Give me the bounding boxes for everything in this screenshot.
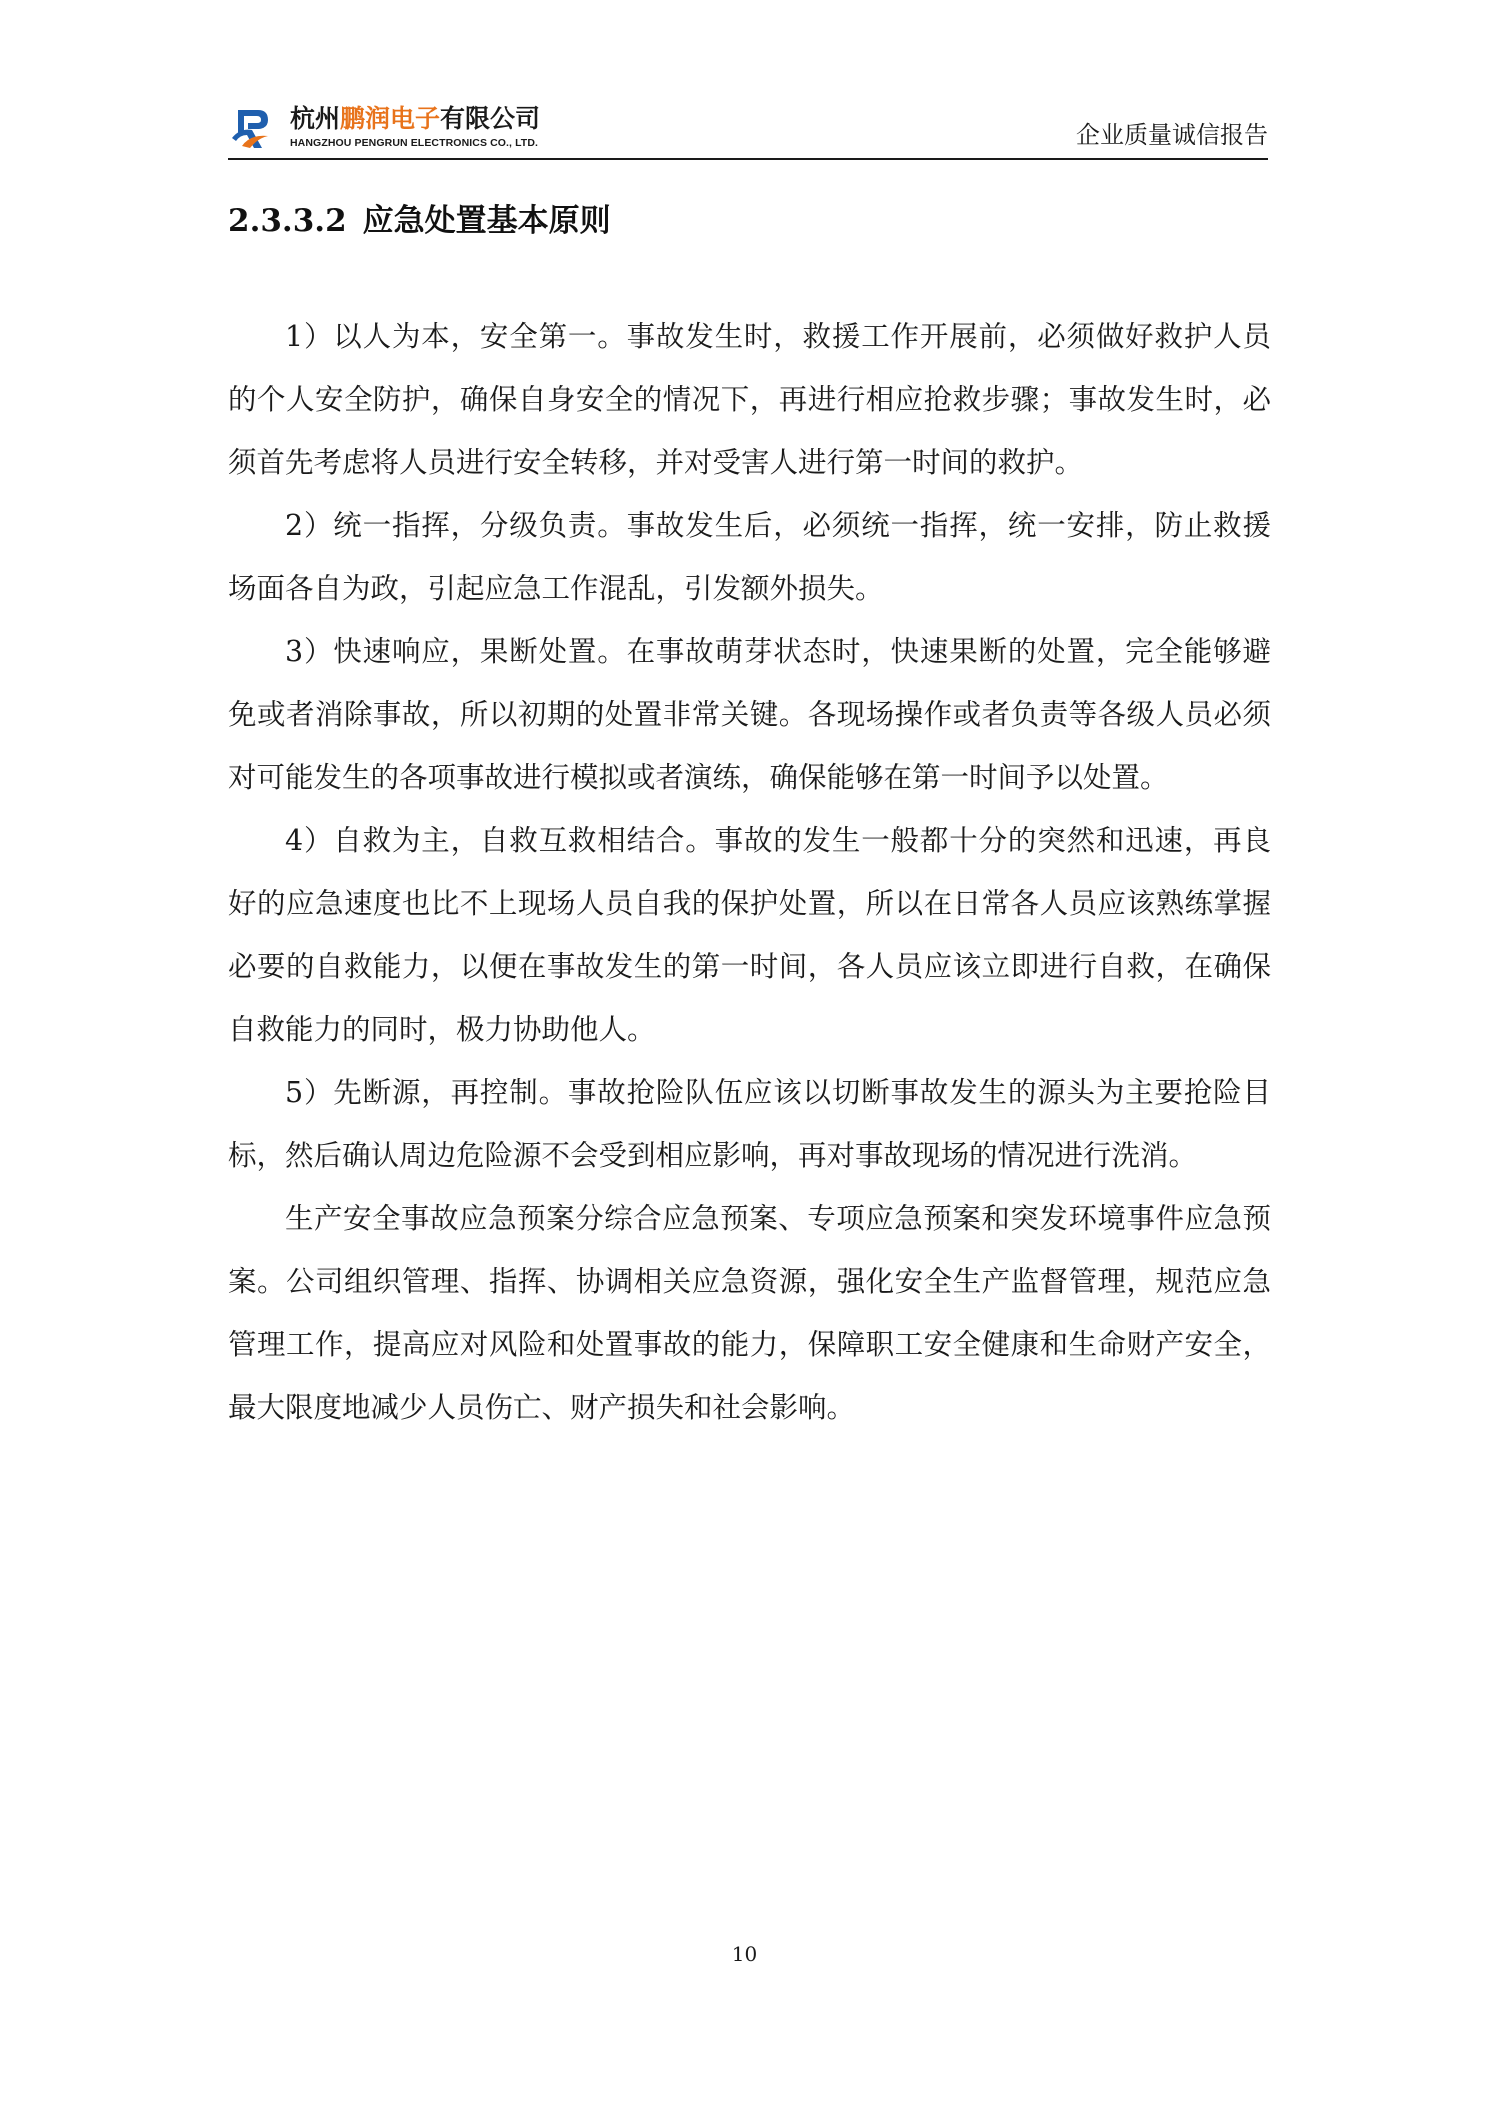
- body-text: [228, 305, 1271, 1439]
- paragraph-1: 1）以人为本，安全第一。事故发生时，救援工作开展前，必须做好救护人员的个人安全防护，确保自身安全的情况下，再进行相应抢救步骤；事故发生时，必须首先考虑将人员进行安全转移，并对受害人进行第一时间的救护。: [228, 320, 1271, 479]
- paragraph-2: 2）统一指挥，分级负责。事故发生后，必须统一指挥，统一安排，防止救援场面各自为政，引起应急工作混乱，引发额外损失。: [228, 509, 1271, 605]
- section-number: 2.3.3.2: [228, 203, 347, 239]
- report-title: 企业质量诚信报告: [1076, 121, 1268, 149]
- paragraph-3: 3）快速响应，果断处置。在事故萌芽状态时，快速果断的处置，完全能够避免或者消除事故，所以初期的处置非常关键。各现场操作或者负责等各级人员必须对可能发生的各项事故进行模拟或者演练，确保能够在第一时间予以处置。: [228, 635, 1271, 794]
- section-title-text: 应急处置基本原则: [362, 203, 611, 239]
- company-name: [290, 104, 540, 134]
- page-number: 10: [731, 1942, 758, 1966]
- company-name-accent: 鹏润电子: [340, 104, 441, 133]
- company-name-part2: 有限公司: [440, 104, 541, 133]
- company-name-english: HANGZHOU PENGRUN ELECTRONICS CO., LTD.: [290, 137, 539, 149]
- page-header: [228, 100, 1268, 160]
- section-heading: [228, 200, 611, 242]
- paragraph-5: 5）先断源，再控制。事故抢险队伍应该以切断事故发生的源头为主要抢险目标，然后确认周边危险源不会受到相应影响，再对事故现场的情况进行洗消。: [228, 1076, 1271, 1172]
- paragraph-4: 4）自救为主，自救互救相结合。事故的发生一般都十分的突然和迅速，再良好的应急速度也比不上现场人员自我的保护处置，所以在日常各人员应该熟练掌握必要的自救能力，以便在事故发生的第一时间，各人员应该立即进行自救，在确保自救能力的同时，极力协助他人。: [228, 824, 1271, 1046]
- paragraph-6: 生产安全事故应急预案分综合应急预案、专项应急预案和突发环境事件应急预案。公司组织管理、指挥、协调相关应急资源，强化安全生产监督管理，规范应急管理工作，提高应对风险和处置事故的能力，保障职工安全健康和生命财产安全，最大限度地减少人员伤亡、财产损失和社会影响。: [228, 1202, 1271, 1424]
- company-name-part1: 杭州: [290, 104, 341, 133]
- company-logo-icon: [228, 104, 274, 152]
